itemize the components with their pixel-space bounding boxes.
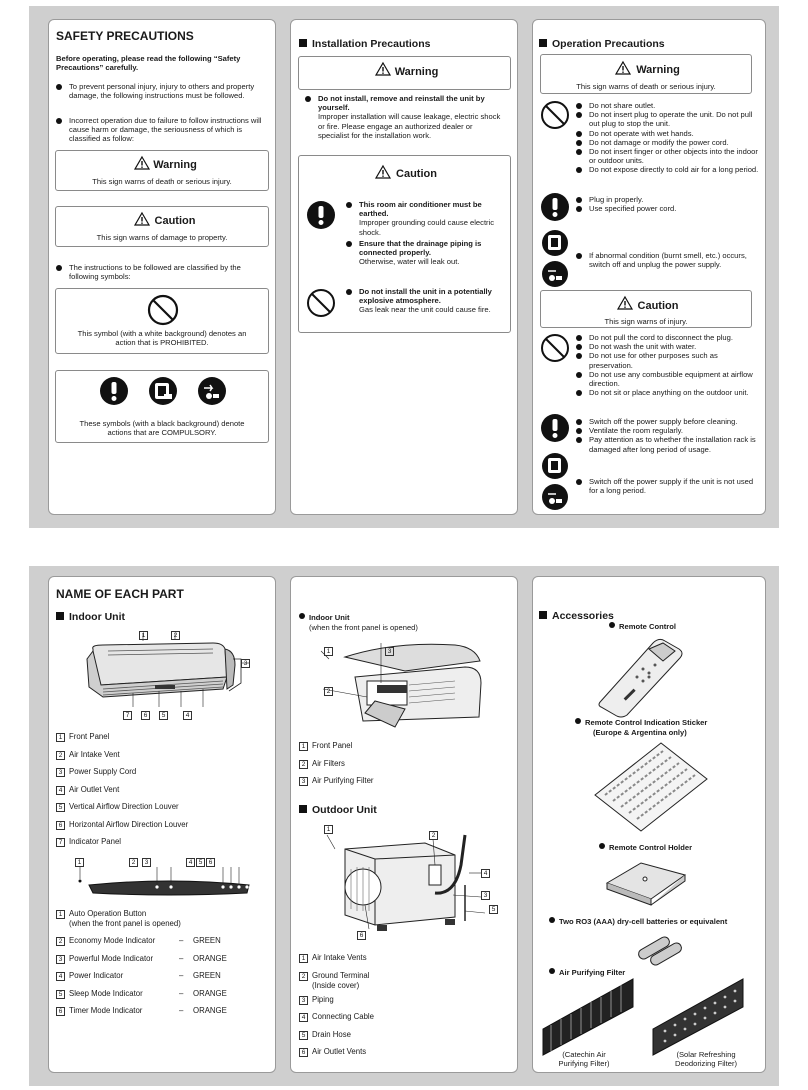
part-label: Ground Terminal [312,970,370,980]
num-badge: 4 [56,786,65,795]
prohibited-icon [540,333,570,363]
indoor-open-part-2 [299,759,374,777]
outdoor-callout-4: 4 [481,869,490,878]
parts-title: NAME OF EACH PART [56,587,184,601]
indicator-color: ORANGE [193,988,227,998]
indoor-unit-title [56,611,125,623]
outdoor-callout-3: 3 [481,891,490,900]
op-c3-item: Switch off the power supply if the unit is not used for a long period. [576,477,756,495]
op-w-item-6: Do not expose directly to cold air for a long period. [576,165,761,174]
install-caution-item-3 [346,287,506,315]
indicator-6 [56,1006,227,1024]
op-warning-title: Warning [636,64,680,76]
part-label: Indicator Panel [69,837,122,846]
op-caution-list [576,333,761,397]
outdoor-part-4 [299,1012,374,1030]
unplug-icon [541,229,569,257]
indicator-color: ORANGE [193,953,227,963]
page-title: SAFETY PRECAUTIONS [56,29,194,43]
num-badge: 2 [56,937,65,946]
op-c-item-5: Do not sit or place anything on the outdoor unit. [576,388,761,397]
indoor-open-part-1 [299,741,374,759]
part-label: Piping [312,994,334,1004]
op-caution-box [540,290,752,328]
op-w2-item-2: Use specified power cord. [576,204,761,213]
outdoor-part-6 [299,1047,374,1065]
indoor-unit-title-text: Indoor Unit [69,611,125,623]
num-badge: 1 [56,733,65,742]
compulsory-box [55,370,269,443]
safety-bullet-2: Incorrect operation due to failure to follow instructions will cause harm or damage, the seriousness of which is classified as follow: [56,116,266,144]
outdoor-callout-1: 1 [324,825,333,834]
indicator-callout-6: 6 [206,858,215,867]
part-label: Connecting Cable [312,1012,374,1021]
outdoor-unit-title [299,804,377,816]
safety-intro: Before operating, please read the following “Safety Precautions” carefully. [56,54,241,73]
solar-filter-image [651,979,747,1057]
num-badge: 4 [56,972,65,981]
op-c2-item-1: Switch off the power supply before cleaning. [576,417,761,426]
remote-caption-text: Remote Control [619,622,676,631]
sticker-image [591,739,711,839]
op-c2-item-3: Pay attention as to whether the installation rack is damaged after long period of usage. [576,435,761,453]
prohibited-icon [540,100,570,130]
indoor-parts-list [56,732,188,855]
indoor-open-title-text: Indoor Unit [309,613,350,622]
compulsory-text: These symbols (with a black background) denote actions that are COMPULSORY. [79,419,245,438]
num-badge: 1 [299,954,308,963]
compulsory-exclamation-icon [99,376,129,406]
install-caution-box [298,155,511,333]
indicator-label: Auto Operation Button [69,909,147,918]
indicator-dash: – [179,936,184,945]
indicator-callout-4: 4 [186,858,195,867]
indoor-part-4 [56,785,188,803]
install-w1-text: Improper installation will cause leakage, electric shock or fire. Please engage an authorized dealer or specialist for the installation work. [318,112,501,140]
indoor-open-title [299,613,350,622]
install-warning-title: Warning [394,66,439,78]
warning-text: This sign warns of death or serious injury. [92,177,232,186]
batteries-caption-text: Two RO3 (AAA) dry-cell batteries or equivalent [559,917,728,926]
sticker-sub: (Europe & Argentina only) [593,728,687,737]
indoor-part-7 [56,837,188,855]
outdoor-callout-2: 2 [429,831,438,840]
indoor-callout-7: 7 [123,711,132,720]
indoor-part-3 [56,767,188,785]
indoor-open-subtitle: (when the front panel is opened) [309,623,418,632]
indicator-label: Economy Mode Indicator [69,936,156,945]
num-badge: 3 [299,777,308,786]
indicator-label: Power Indicator [69,971,124,980]
install-caution-item-1 [346,200,506,237]
parts-panel [48,576,276,1073]
num-badge: 2 [56,751,65,760]
filter-caption-text: Air Purifying Filter [559,968,626,977]
operation-title [539,38,665,50]
part-label: Drain Hose [312,1029,351,1039]
install-c3-text: Gas leak near the unit could cause fire. [359,305,491,315]
part-label: Air Filters [312,758,345,768]
part-label: Air Intake Vents [312,953,367,962]
install-c3-bold: Do not install the unit in a potentially explosive atmosphere. [359,287,492,306]
indoor-callout-5: 5 [159,711,168,720]
remote-control-image [593,635,693,715]
indicator-dash: – [179,988,184,998]
op-w-item-5: Do not insert finger or other objects into the indoor or outdoor units. [576,147,761,165]
indoor-outdoor-panel [290,576,518,1073]
num-badge: 3 [56,955,65,964]
catechin-filter-label: (Catechin Air Purifying Filter) [558,1050,610,1069]
sticker-caption [575,718,707,727]
install-warning-box [298,56,511,90]
holder-caption-text: Remote Control Holder [609,843,693,852]
holder-image [601,857,691,907]
num-badge: 1 [56,910,65,919]
part-label: Air Intake Vent [69,749,120,759]
num-badge: 5 [299,1031,308,1040]
op-c-item-1: Do not pull the cord to disconnect the plug. [576,333,761,342]
operation-panel [532,19,766,515]
indoor-part-5 [56,802,188,820]
indicator-callout-2: 2 [129,858,138,867]
safety-bullet-1: To prevent personal injury, injury to others and property damage, the following instructions must be followed. [56,82,266,100]
op-w2-item-1: Plug in properly. [576,195,761,204]
install-w1-bold: Do not install, remove and reinstall the unit by yourself. [318,94,485,113]
caution-text: This sign warns of damage to property. [96,233,228,242]
indicator-label: Timer Mode Indicator [69,1006,143,1015]
indoor-open-callout-3: 3 [385,647,394,656]
indicator-panel-diagram [69,867,269,907]
part-label: Power Supply Cord [69,767,137,776]
power-off-icon [541,260,569,288]
indoor-open-diagram [305,637,505,737]
part-sub: (Inside cover) [312,980,360,990]
op-warning-text: This sign warns of death or serious injury. [576,82,716,91]
indicator-2 [56,936,227,954]
op-caution-title: Caution [637,300,679,312]
num-badge: 6 [299,1048,308,1057]
part-label: Horizontal Airflow Direction Louver [69,819,189,829]
install-c1-text: Improper grounding could cause electric shock. [359,218,495,237]
num-badge: 7 [56,838,65,847]
outdoor-part-2 [299,971,374,995]
indicator-color: ORANGE [193,1006,227,1015]
op-w3-item: If abnormal condition (burnt smell, etc.) occurs, switch off and unplug the power supply. [576,251,756,269]
outdoor-unit-diagram [305,825,505,945]
num-badge: 6 [56,821,65,830]
indicator-callout-3: 3 [142,858,151,867]
catechin-filter-image [539,979,635,1057]
op-c-item-3: Do not use for other purposes such as preservation. [576,351,761,369]
num-badge: 6 [56,1007,65,1016]
caution-title: Caution [154,215,196,227]
num-badge: 2 [299,760,308,769]
op-warning-list [576,101,761,175]
exclamation-icon [540,192,570,222]
indoor-unit-diagram [63,629,263,719]
op-w-item-2: Do not insert plug to operate the unit. Do not pull out plug to stop the unit. [576,110,761,128]
outdoor-unit-title-text: Outdoor Unit [312,804,377,816]
indicator-3 [56,954,227,972]
indicator-dash: – [179,953,184,963]
holder-caption [599,843,692,852]
unplug-icon [541,452,569,480]
accessories-title-text: Accessories [552,610,614,622]
op-caution-list-2 [576,417,761,454]
safety-panel [48,19,276,515]
indoor-callout-1: 1 [139,631,148,640]
outdoor-callout-6: 6 [357,931,366,940]
part-label: Air Outlet Vent [69,784,120,794]
indoor-open-part-3 [299,776,374,794]
operation-title-text: Operation Precautions [552,38,665,50]
part-label: Front Panel [69,732,110,741]
num-badge: 2 [299,972,308,981]
indicator-color: GREEN [193,971,221,980]
warning-box [55,150,269,191]
accessories-panel [532,576,766,1073]
accessories-title [539,610,614,622]
install-c2-text: Otherwise, water will leak out. [359,257,460,267]
num-badge: 5 [56,803,65,812]
caution-box [55,206,269,247]
batteries-image [633,929,693,969]
outdoor-part-3 [299,995,374,1013]
indicator-list [56,909,227,1024]
install-c1-bold: This room air conditioner must be earthed. [359,200,482,219]
part-label: Front Panel [312,741,353,750]
indoor-open-callout-1: 1 [324,647,333,656]
indicator-sub: (when the front panel is opened) [69,919,181,928]
indicator-label: Sleep Mode Indicator [69,988,143,998]
indicator-color: GREEN [193,936,221,945]
indicator-callout-1: 1 [75,858,84,867]
num-badge: 4 [299,1013,308,1022]
prohibited-text: This symbol (with a white background) denotes an action that is PROHIBITED. [77,329,247,348]
op-warning-box [540,54,752,94]
num-badge: 3 [299,996,308,1005]
outdoor-part-1 [299,953,374,971]
unplug-icon [148,376,178,406]
op-caution-text: This sign warns of injury. [604,317,688,326]
indoor-open-callout-2: 2 [324,687,333,696]
prohibited-icon [306,288,336,318]
indicator-label: Powerful Mode Indicator [69,953,154,963]
op-c2-item-2: Ventilate the room regularly. [576,426,761,435]
indoor-part-2 [56,750,188,768]
install-caution-title: Caution [396,168,437,180]
install-c2-bold: Ensure that the drainage piping is connected properly. [359,239,482,258]
warning-title: Warning [153,159,197,171]
op-c-item-4: Do not use any combustible equipment at airflow direction. [576,370,761,388]
safety-bullet-3: The instructions to be followed are classified by the following symbols: [56,263,266,281]
install-caution-item-2 [346,239,506,267]
exclamation-icon [540,413,570,443]
op-w-item-1: Do not share outlet. [576,101,761,110]
indicator-dash: – [179,1006,184,1015]
exclamation-icon [306,200,336,230]
part-label: Air Outlet Vents [312,1047,367,1056]
installation-title-text: Installation Precautions [312,38,431,50]
num-badge: 3 [56,768,65,777]
indoor-callout-6: 6 [141,711,150,720]
power-off-icon [541,483,569,511]
remote-caption [609,622,676,631]
indicator-4 [56,971,227,989]
op-w-item-4: Do not damage or modify the power cord. [576,138,761,147]
num-badge: 5 [56,990,65,999]
install-warning-item [305,94,505,140]
prohibited-box [55,288,269,354]
outdoor-part-5 [299,1030,374,1048]
indicator-5 [56,989,227,1007]
installation-panel [290,19,518,515]
filter-caption [549,968,625,977]
indoor-callout-3: 3 [241,659,250,668]
indicator-1 [56,909,227,936]
outdoor-callout-5: 5 [489,905,498,914]
num-badge: 1 [299,742,308,751]
batteries-caption [549,917,727,926]
indoor-callout-2: 2 [171,631,180,640]
indicator-callout-5: 5 [196,858,205,867]
op-c-item-2: Do not wash the unit with water. [576,342,761,351]
indoor-part-6 [56,820,188,838]
op-warning-list-2 [576,195,761,213]
installation-title [299,38,430,50]
part-label: Air Purifying Filter [312,776,374,785]
indoor-open-list [299,741,374,794]
solar-filter-label: (Solar Refreshing Deodorizing Filter) [674,1050,738,1069]
outdoor-list [299,953,374,1065]
indoor-callout-4: 4 [183,711,192,720]
sticker-caption-text: Remote Control Indication Sticker [585,718,708,727]
op-w-item-3: Do not operate with wet hands. [576,129,761,138]
indoor-part-1 [56,732,188,750]
part-label: Vertical Airflow Direction Louver [69,802,179,811]
power-off-icon [197,376,227,406]
prohibited-icon [147,294,179,326]
indicator-dash: – [179,971,184,980]
